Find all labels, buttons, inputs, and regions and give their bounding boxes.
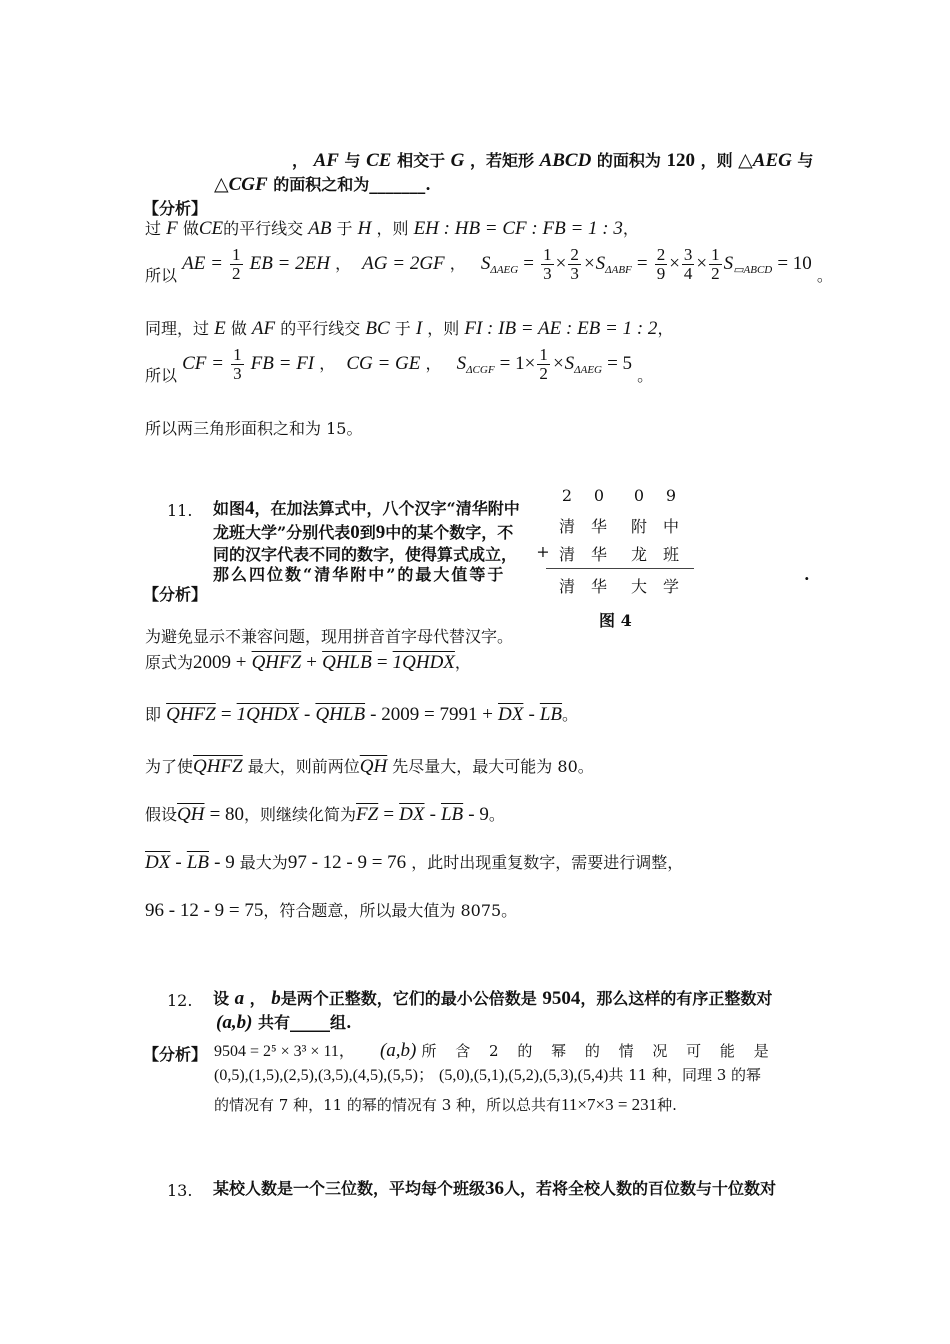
math-abcd: ABCD: [539, 150, 592, 171]
text: ，: [425, 354, 442, 373]
text: 所以: [145, 366, 178, 385]
math: ×S: [582, 253, 606, 274]
text: 。: [488, 805, 505, 824]
grid-r1-c4: 9: [665, 486, 677, 505]
text: 。: [816, 266, 833, 285]
text: 过: [145, 219, 162, 238]
math: -: [528, 704, 535, 725]
math: =: [220, 704, 232, 725]
grid-r4-c1: 清: [558, 577, 575, 596]
grid-r4-c2: 华: [590, 577, 607, 596]
analysis-10-row-1: [145, 218, 639, 240]
fraction: $\frac{1}{2}$: [539, 345, 548, 383]
analysis-12-row-1: [214, 1040, 806, 1063]
math: 0: [350, 522, 360, 543]
analysis-12-label: 【分析】: [143, 1045, 208, 1064]
math: = 80: [209, 804, 245, 825]
text: 做: [182, 219, 199, 238]
math-overline: $\overline{DX}$: [399, 804, 425, 825]
text: ，: [449, 254, 466, 273]
grid-r1-c1: 2: [561, 486, 573, 505]
text: 最大，则前两位: [247, 757, 360, 776]
math: S: [723, 253, 734, 274]
math: - 9: [468, 804, 489, 825]
text: 假设: [145, 805, 178, 824]
math: - 2009 = 7991 +: [370, 704, 493, 725]
math: = 5: [607, 353, 633, 374]
problem-12-line-1: [213, 988, 772, 1010]
math-overline: QHFZ: [251, 652, 302, 673]
text: ，: [335, 254, 352, 273]
text: 的情况有 7 种，11 的幂的情况有 3 种，所以总共有: [214, 1096, 562, 1114]
math-overline: QHLB: [322, 652, 372, 673]
figure-label: 图 4: [599, 611, 632, 630]
analysis-11-row-1: 为避免显示不兼容问题，现用拼音首字母代替汉字。: [145, 627, 514, 646]
analysis-10-label: 【分析】: [143, 199, 208, 218]
text: ，则: [700, 151, 733, 170]
math: S: [480, 253, 491, 274]
problem-11-line-1: [213, 498, 520, 520]
text: 。: [562, 705, 579, 724]
text: ，: [622, 219, 639, 238]
text: 中的某个数字，不: [385, 523, 514, 542]
text: ，: [657, 319, 674, 338]
math: =: [376, 652, 388, 673]
analysis-11-row-4: [145, 756, 594, 778]
text: 共有_____组.: [257, 1013, 352, 1032]
math-af: AF: [313, 150, 339, 171]
text: 最大为: [239, 853, 288, 872]
text: 设: [213, 989, 230, 1008]
math: =: [523, 253, 535, 274]
math: F: [166, 218, 178, 239]
problem-11-blank-end: .: [804, 565, 810, 584]
math-aeg: △AEG: [738, 150, 792, 171]
analysis-11-row-2: [145, 652, 471, 674]
text: 原式为: [145, 653, 194, 672]
subscript: ΔCGF: [466, 364, 495, 376]
math: -: [304, 704, 311, 725]
text: 先尽量大，最大可能为 80。: [392, 757, 594, 776]
text: ，则继续化简为: [244, 805, 357, 824]
text: 相交于: [397, 151, 446, 170]
math: 4: [245, 498, 255, 519]
analysis-11-row-5: [145, 804, 505, 826]
math: BC: [365, 318, 390, 339]
text: ，在加法算式中，八个汉字“清华附中: [254, 499, 520, 518]
math: S: [456, 353, 467, 374]
text: 为了使: [145, 757, 194, 776]
math: CE: [198, 218, 224, 239]
problem-11-number: 11.: [167, 501, 193, 520]
grid-r2-c3: 附: [630, 517, 647, 536]
text: 共 11 种，同理 3 的幂: [608, 1066, 762, 1084]
math-ratio: EH : HB = CF : FB = 1 : 3: [413, 218, 623, 239]
problem-10-line-2: [214, 174, 431, 196]
text: 即: [145, 705, 162, 724]
math: 9504 = 2⁵ × 3³ × 11: [214, 1043, 339, 1060]
text: 于: [336, 219, 353, 238]
text: 如图: [213, 499, 246, 518]
problem-12-number: 12.: [167, 991, 193, 1010]
fraction: $\frac{1}{2}$: [711, 245, 720, 283]
math-ce: CE: [366, 150, 392, 171]
analysis-10-row-2: [145, 244, 833, 296]
math-overline: $\overline{QH}$: [359, 756, 388, 777]
math: 11×7×3 = 231: [561, 1095, 658, 1114]
subscript: ΔABF: [605, 264, 632, 276]
text: 某校人数是一个三位数，平均每个班级: [213, 1179, 486, 1198]
text: 的面积为: [596, 151, 661, 170]
math: 96 - 12 - 9 = 75: [145, 900, 264, 921]
math-overline: $\overline{FZ}$: [356, 804, 379, 825]
text: 与: [797, 151, 814, 170]
text: 所 含 2 的 幂 的 情 况 可 能 是: [421, 1042, 776, 1060]
analysis-12-row-2: [214, 1064, 761, 1087]
text: 于: [394, 319, 411, 338]
text: ，那么这样的有序正整数对: [580, 989, 773, 1008]
math: I: [415, 318, 423, 339]
problem-13-number: 13.: [167, 1181, 193, 1200]
math: -: [175, 852, 182, 873]
math: 9: [375, 522, 386, 543]
math: H: [357, 218, 372, 239]
math: -: [429, 804, 436, 825]
math: CF =: [182, 353, 224, 374]
grid-r3-c1: 清: [558, 545, 575, 564]
fraction: $\frac{1}{3}$: [543, 245, 552, 283]
math: b: [271, 988, 281, 1009]
math: 36: [485, 1178, 505, 1199]
text: ，: [338, 1041, 355, 1060]
text: ；: [417, 1065, 434, 1084]
math-overline: 1QHDX: [236, 704, 299, 725]
plus-sign: +: [536, 542, 550, 561]
grid-r4-c4: 学: [662, 577, 679, 596]
grid-r3-c3: 龙: [630, 545, 647, 564]
grid-r3-c4: 班: [662, 545, 679, 564]
fraction: $\frac{1}{3}$: [233, 345, 242, 383]
analysis-10-row-5: 所以两三角形面积之和为 15。: [145, 419, 363, 438]
math: - 9: [214, 852, 235, 873]
math-overline: $\overline{LB}$: [186, 852, 210, 873]
analysis-11-row-6: [145, 852, 683, 874]
math: AG = 2GF: [362, 253, 445, 274]
math: CG = GE: [346, 353, 421, 374]
fraction: $\frac{1}{2}$: [232, 245, 241, 283]
text: 。: [637, 366, 654, 385]
math-overline: 1QHDX: [392, 652, 455, 673]
text: 同理，过: [145, 319, 210, 338]
analysis-12-row-3: [214, 1094, 677, 1116]
text: 是两个正整数，它们的最小公倍数是: [280, 989, 537, 1008]
math: EB = 2EH: [249, 253, 330, 274]
text: ，: [292, 151, 309, 170]
text: 种.: [657, 1096, 677, 1114]
problem-11-line-4: 那么四位数“清华附中”的最大值等于: [213, 565, 506, 584]
text: 与: [344, 151, 361, 170]
math: ×: [696, 253, 708, 274]
grid-r1-c3: 0: [633, 486, 645, 505]
math: 9504: [542, 988, 581, 1009]
subscript: ▭ABCD: [733, 264, 773, 276]
math: (a,b): [379, 1040, 417, 1061]
analysis-10-row-3: [145, 318, 673, 340]
math: a: [234, 988, 245, 1009]
math-overline: QHFZ: [166, 704, 216, 725]
text: ，则: [427, 319, 460, 338]
math: FB = FI: [250, 353, 315, 374]
subscript: ΔAEG: [574, 364, 602, 376]
math-overline: $\overline{LB}$: [440, 804, 464, 825]
text: 人，若将全校人数的百位数与十位数对: [504, 1179, 777, 1198]
math-overline: $\overline{DX}$: [145, 852, 171, 873]
fraction: $\frac{3}{4}$: [683, 245, 693, 283]
text: ，此时出现重复数字，需要进行调整，: [411, 853, 684, 872]
grid-r2-c2: 华: [590, 517, 607, 536]
fraction: $\frac{2}{3}$: [570, 245, 579, 283]
text: 到: [359, 523, 376, 542]
text: 的平行线交: [280, 319, 361, 338]
math-overline: QHLB: [315, 704, 366, 725]
math: = 1×: [499, 353, 536, 374]
text: 龙班大学”分别代表: [213, 523, 351, 542]
grid-r3-c2: 华: [590, 545, 607, 564]
math: (0,5),(1,5),(2,5),(3,5),(4,5),(5,5): [214, 1067, 418, 1084]
subscript: ΔAEG: [490, 264, 519, 276]
text: 的面积之和为_______.: [273, 175, 431, 194]
text: 所以: [145, 266, 178, 285]
text: ，: [319, 354, 336, 373]
grid-r4-c3: 大: [630, 577, 647, 596]
math: (5,0),(5,1),(5,2),(5,3),(5,4): [439, 1067, 609, 1084]
math: 2009 +: [193, 652, 247, 673]
math-overline: QHFZ: [193, 756, 243, 777]
problem-13-line-1: [213, 1178, 776, 1200]
math: AB: [308, 218, 332, 239]
sum-line: [546, 568, 694, 569]
text: ，: [454, 653, 471, 672]
math-cgf: △CGF: [214, 174, 268, 195]
problem-11-line-2: [213, 522, 513, 544]
math: AE =: [182, 253, 223, 274]
analysis-11-row-3: [145, 704, 578, 726]
text: ，则: [376, 219, 409, 238]
math-overline: $\overline{QH}$: [177, 804, 205, 825]
math: ×: [669, 253, 680, 274]
math: +: [306, 652, 318, 673]
text: 的平行线交: [223, 219, 304, 238]
math-overline: $\overline{DX}$: [498, 704, 524, 725]
grid-r2-c1: 清: [558, 517, 575, 536]
math: AF: [251, 318, 276, 339]
math-120: 120: [666, 150, 695, 171]
problem-12-line-2: [216, 1012, 352, 1034]
math-ratio: FI : IB = AE : EB = 1 : 2: [464, 318, 658, 339]
fraction: $\frac{2}{9}$: [656, 245, 666, 283]
math: (a,b): [216, 1012, 253, 1033]
math: 97 - 12 - 9 = 76: [287, 852, 407, 873]
math-g: G: [450, 150, 465, 171]
analysis-10-row-4: [145, 344, 653, 396]
problem-11-line-3: 同的汉字代表不同的数字，使得算式成立，: [213, 545, 518, 564]
addition-figure: [536, 486, 697, 616]
math: =: [636, 253, 648, 274]
problem-10-line-1: [292, 150, 813, 172]
grid-r2-c4: 中: [662, 517, 679, 536]
math: ×: [555, 253, 567, 274]
analysis-11-row-7: [145, 900, 517, 922]
math: ×S: [551, 353, 575, 374]
text: ，若矩形: [469, 151, 534, 170]
math: = 10: [777, 253, 812, 274]
analysis-11-label: 【分析】: [143, 585, 208, 604]
text: ，符合题意，所以最大值为 8075。: [263, 901, 518, 920]
math: E: [214, 318, 226, 339]
grid-r1-c2: 0: [593, 486, 605, 505]
text: ，: [249, 989, 266, 1008]
math-overline: $\overline{LB}$: [539, 704, 563, 725]
math: =: [383, 804, 395, 825]
text: 做: [230, 319, 247, 338]
